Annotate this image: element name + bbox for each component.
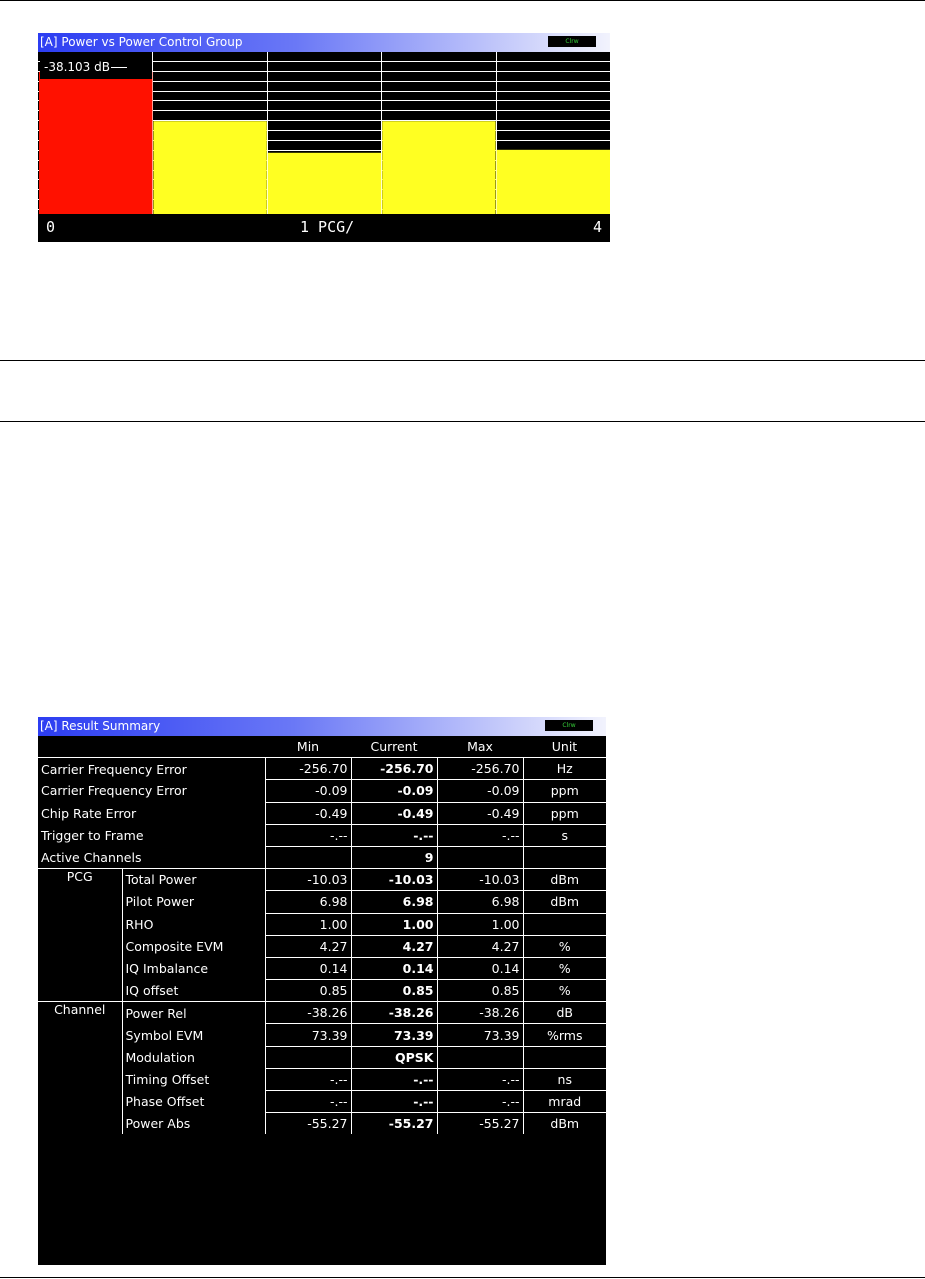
min-value bbox=[265, 1046, 351, 1068]
row-label: Phase Offset bbox=[122, 1091, 265, 1113]
max-value: 0.85 bbox=[437, 980, 523, 1002]
top-rule bbox=[0, 0, 925, 1]
x-axis-scale-label: 1 PCG/ bbox=[300, 218, 355, 236]
max-value bbox=[437, 846, 523, 868]
min-value: -.-- bbox=[265, 824, 351, 846]
current-value: -0.49 bbox=[351, 802, 437, 824]
min-value: -38.26 bbox=[265, 1002, 351, 1024]
min-value: 73.39 bbox=[265, 1024, 351, 1046]
channel-group-label: Channel bbox=[38, 1002, 122, 1135]
current-value: -256.70 bbox=[351, 758, 437, 780]
table-row bbox=[38, 1024, 606, 1046]
table-row bbox=[38, 802, 606, 824]
header-current: Current bbox=[370, 739, 418, 755]
bottom-rule bbox=[0, 1277, 925, 1278]
min-value: -.-- bbox=[265, 1068, 351, 1090]
unit-value: % bbox=[523, 980, 606, 1002]
table-row bbox=[38, 1091, 606, 1113]
max-value: -55.27 bbox=[437, 1113, 523, 1135]
row-label: IQ Imbalance bbox=[122, 957, 265, 979]
reference-level-value: -38.103 dB bbox=[44, 60, 110, 74]
section-rule-upper bbox=[0, 360, 925, 361]
current-value: 73.39 bbox=[351, 1024, 437, 1046]
row-label: Symbol EVM bbox=[122, 1024, 265, 1046]
min-value: -0.49 bbox=[265, 802, 351, 824]
bar-pcg-1 bbox=[153, 121, 266, 214]
result-summary-table bbox=[38, 736, 606, 1134]
min-value bbox=[265, 846, 351, 868]
current-value: -.-- bbox=[351, 1068, 437, 1090]
unit-value bbox=[523, 913, 606, 935]
table-row bbox=[38, 869, 606, 891]
row-label: Power Abs bbox=[122, 1113, 265, 1135]
row-label: RHO bbox=[122, 913, 265, 935]
row-label: Total Power bbox=[122, 869, 265, 891]
current-value: 0.14 bbox=[351, 957, 437, 979]
unit-value bbox=[523, 846, 606, 868]
table-row bbox=[38, 891, 606, 913]
unit-value: Hz bbox=[523, 758, 606, 780]
unit-value: ns bbox=[523, 1068, 606, 1090]
unit-value: % bbox=[523, 935, 606, 957]
min-value: 6.98 bbox=[265, 891, 351, 913]
max-value: 0.14 bbox=[437, 957, 523, 979]
table-row bbox=[38, 1002, 606, 1024]
min-value: 0.14 bbox=[265, 957, 351, 979]
row-label: Modulation bbox=[122, 1046, 265, 1068]
bar-pcg-4 bbox=[497, 150, 610, 214]
reference-level-marker bbox=[111, 67, 127, 68]
unit-value: mrad bbox=[523, 1091, 606, 1113]
table-header-row bbox=[38, 736, 606, 758]
x-axis-start-label: 0 bbox=[46, 218, 56, 236]
current-value: 4.27 bbox=[351, 935, 437, 957]
max-value: -0.49 bbox=[437, 802, 523, 824]
max-value: -256.70 bbox=[437, 758, 523, 780]
current-value: QPSK bbox=[351, 1046, 437, 1068]
table-row bbox=[38, 758, 606, 780]
table-row bbox=[38, 913, 606, 935]
row-label: Pilot Power bbox=[122, 891, 265, 913]
current-value: -0.09 bbox=[351, 780, 437, 802]
header-unit: Unit bbox=[551, 739, 578, 755]
summary-title: [A] Result Summary bbox=[40, 719, 161, 733]
unit-value: dBm bbox=[523, 869, 606, 891]
table-row bbox=[38, 846, 606, 868]
power-vs-pcg-window bbox=[38, 33, 610, 242]
max-value: -.-- bbox=[437, 1068, 523, 1090]
row-label: Power Rel bbox=[122, 1002, 265, 1024]
bar-pcg-0 bbox=[39, 72, 152, 214]
max-value: -.-- bbox=[437, 824, 523, 846]
current-value: 1.00 bbox=[351, 913, 437, 935]
min-value: -256.70 bbox=[265, 758, 351, 780]
max-value: 4.27 bbox=[437, 935, 523, 957]
current-value: -10.03 bbox=[351, 869, 437, 891]
max-value bbox=[437, 1046, 523, 1068]
unit-value bbox=[523, 1046, 606, 1068]
clrw-trace-badge: Clrw bbox=[548, 36, 596, 47]
max-value: -0.09 bbox=[437, 780, 523, 802]
result-summary-window bbox=[38, 717, 606, 1265]
unit-value: dBm bbox=[523, 891, 606, 913]
bar-pcg-3 bbox=[382, 121, 495, 214]
clrw-trace-badge: Clrw bbox=[545, 720, 593, 731]
summary-title-bar bbox=[38, 717, 606, 736]
reference-level-label bbox=[40, 56, 152, 79]
row-label: IQ offset bbox=[122, 980, 265, 1002]
table-row bbox=[38, 1113, 606, 1135]
table-row bbox=[38, 980, 606, 1002]
min-value: -.-- bbox=[265, 1091, 351, 1113]
row-label: Carrier Frequency Error bbox=[41, 783, 187, 799]
current-value: -.-- bbox=[351, 824, 437, 846]
unit-value: ppm bbox=[523, 780, 606, 802]
header-min: Min bbox=[296, 739, 320, 755]
min-value: 4.27 bbox=[265, 935, 351, 957]
unit-value: dBm bbox=[523, 1113, 606, 1135]
header-blank bbox=[38, 736, 265, 758]
current-value: 9 bbox=[351, 846, 437, 868]
table-row bbox=[38, 1046, 606, 1068]
bar-pcg-2 bbox=[268, 153, 381, 214]
min-value: 1.00 bbox=[265, 913, 351, 935]
table-row bbox=[38, 935, 606, 957]
row-label: Timing Offset bbox=[122, 1068, 265, 1090]
chart-title: [A] Power vs Power Control Group bbox=[40, 35, 243, 49]
current-value: -.-- bbox=[351, 1091, 437, 1113]
table-row bbox=[38, 1068, 606, 1090]
current-value: 0.85 bbox=[351, 980, 437, 1002]
row-label: Trigger to Frame bbox=[41, 827, 144, 843]
min-value: 0.85 bbox=[265, 980, 351, 1002]
pcg-group-label: PCG bbox=[38, 869, 122, 1002]
max-value: 73.39 bbox=[437, 1024, 523, 1046]
x-axis-end-label: 4 bbox=[593, 218, 603, 236]
unit-value: %rms bbox=[523, 1024, 606, 1046]
table-row bbox=[38, 824, 606, 846]
table-row bbox=[38, 780, 606, 802]
current-value: -38.26 bbox=[351, 1002, 437, 1024]
unit-value: s bbox=[523, 824, 606, 846]
max-value: 1.00 bbox=[437, 913, 523, 935]
row-label: Chip Rate Error bbox=[41, 805, 137, 821]
max-value: 6.98 bbox=[437, 891, 523, 913]
header-max: Max bbox=[467, 739, 493, 755]
table-row bbox=[38, 957, 606, 979]
row-label: Active Channels bbox=[41, 849, 142, 865]
max-value: -38.26 bbox=[437, 1002, 523, 1024]
max-value: -10.03 bbox=[437, 869, 523, 891]
unit-value: dB bbox=[523, 1002, 606, 1024]
max-value: -.-- bbox=[437, 1091, 523, 1113]
section-rule-lower bbox=[0, 421, 925, 422]
row-label: Carrier Frequency Error bbox=[38, 758, 265, 780]
unit-value: ppm bbox=[523, 802, 606, 824]
chart-title-bar bbox=[38, 33, 610, 52]
current-value: -55.27 bbox=[351, 1113, 437, 1135]
min-value: -0.09 bbox=[265, 780, 351, 802]
unit-value: % bbox=[523, 957, 606, 979]
current-value: 6.98 bbox=[351, 891, 437, 913]
min-value: -55.27 bbox=[265, 1113, 351, 1135]
min-value: -10.03 bbox=[265, 869, 351, 891]
row-label: Composite EVM bbox=[122, 935, 265, 957]
